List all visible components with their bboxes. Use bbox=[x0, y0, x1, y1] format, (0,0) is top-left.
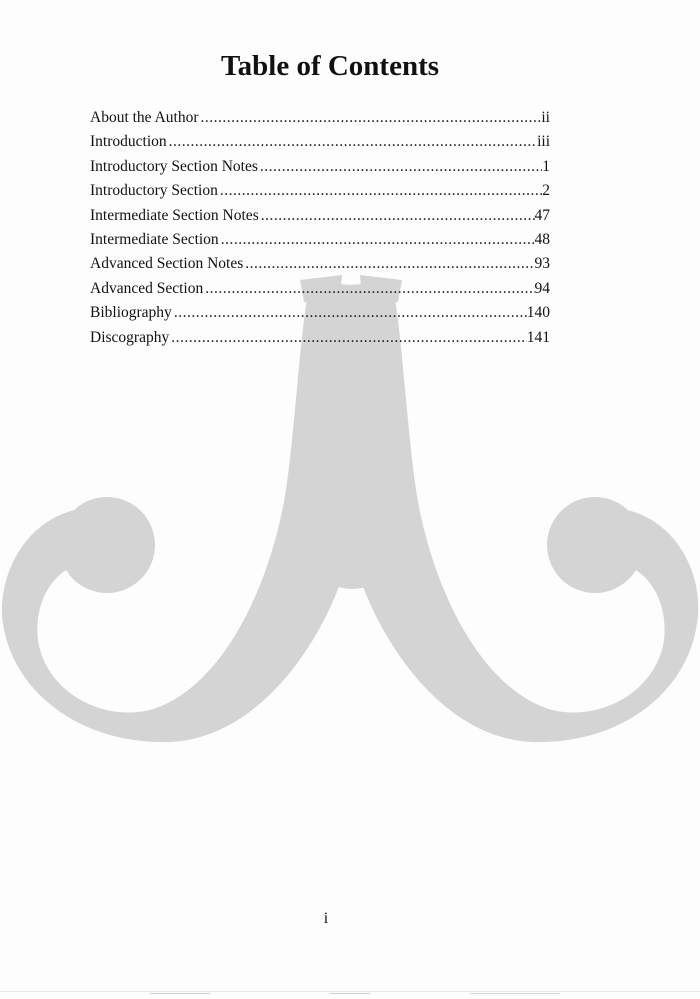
toc-dot-leader bbox=[167, 130, 537, 154]
toc-dot-leader bbox=[219, 228, 535, 252]
table-of-contents bbox=[90, 106, 550, 350]
page-bottom-edge bbox=[0, 988, 700, 999]
toc-entry-label: Introductory Section Notes bbox=[90, 157, 258, 175]
toc-entry bbox=[90, 179, 550, 203]
toc-entry-page: 93 bbox=[534, 255, 550, 273]
toc-entry-label: Intermediate Section bbox=[90, 230, 219, 248]
toc-dot-leader bbox=[258, 155, 542, 179]
toc-entry-label: Advanced Section bbox=[90, 279, 204, 297]
toc-entry-page: iii bbox=[537, 133, 550, 151]
toc-entry-label: Introductory Section bbox=[90, 182, 218, 200]
toc-entry bbox=[90, 155, 550, 179]
toc-entry bbox=[90, 130, 550, 154]
toc-entry bbox=[90, 106, 550, 130]
toc-dot-leader bbox=[172, 301, 527, 325]
toc-entry-page: 48 bbox=[534, 230, 550, 248]
toc-dot-leader bbox=[169, 326, 527, 350]
toc-entry bbox=[90, 326, 550, 350]
page-title: Table of Contents bbox=[220, 50, 440, 82]
toc-dot-leader bbox=[199, 106, 542, 130]
toc-entry-page: 141 bbox=[526, 328, 550, 346]
toc-entry-label: Bibliography bbox=[90, 304, 172, 322]
toc-entry-label: Introduction bbox=[90, 133, 167, 151]
page-number: i bbox=[323, 910, 329, 927]
toc-entry bbox=[90, 277, 550, 301]
toc-entry bbox=[90, 301, 550, 325]
toc-dot-leader bbox=[203, 277, 534, 301]
toc-entry-page: 1 bbox=[542, 157, 550, 175]
toc-entry-page: 94 bbox=[534, 279, 550, 297]
toc-entry bbox=[90, 252, 550, 276]
toc-entry-label: Intermediate Section Notes bbox=[90, 206, 259, 224]
toc-entry-page: ii bbox=[541, 109, 550, 126]
toc-entry-page: 47 bbox=[534, 206, 550, 224]
toc-dot-leader bbox=[218, 179, 542, 203]
toc-dot-leader bbox=[243, 252, 534, 276]
toc-entry-page: 2 bbox=[542, 182, 550, 200]
toc-dot-leader bbox=[259, 204, 535, 228]
toc-entry-label: Advanced Section Notes bbox=[90, 255, 244, 273]
toc-entry-label: Discography bbox=[90, 328, 170, 346]
toc-entry bbox=[90, 228, 550, 252]
toc-entry bbox=[90, 204, 550, 228]
toc-entry-page: 140 bbox=[526, 304, 550, 322]
toc-entry-label: About the Author bbox=[90, 109, 199, 126]
